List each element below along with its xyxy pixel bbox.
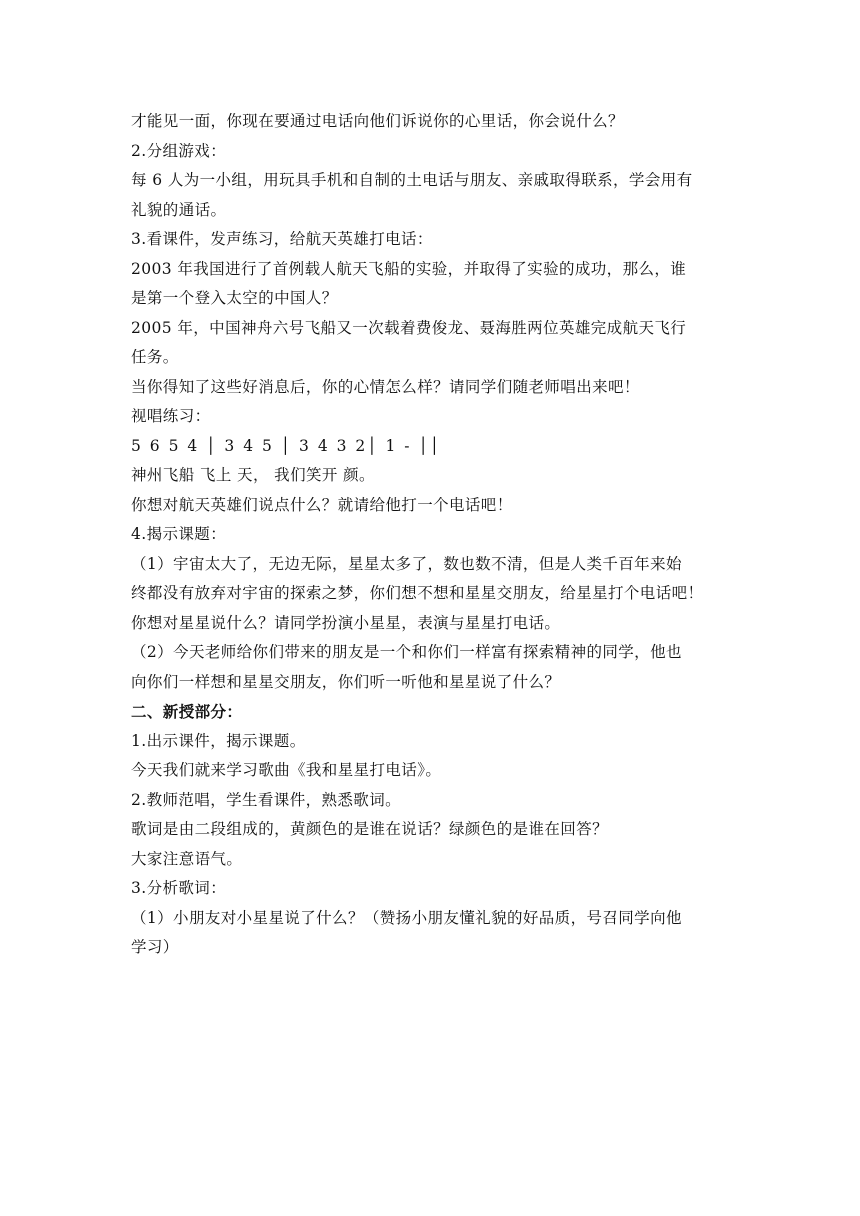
text-line: 向你们一样想和星星交朋友，你们听一听他和星星说了什么？ <box>131 672 561 691</box>
text-line: （1）小朋友对小星星说了什么？（赞扬小朋友懂礼貌的好品质，号召同学向他 <box>131 908 682 927</box>
text-line: 每 6 人为一小组，用玩具手机和自制的土电话与朋友、亲戚取得联系，学会用有 <box>131 171 693 189</box>
text-line: 大家注意语气。 <box>131 849 243 868</box>
text-line: （1）宇宙太大了，无边无际，星星太多了，数也数不清，但是人类千百年来始 <box>131 554 682 573</box>
section-heading: 二、新授部分： <box>131 702 243 721</box>
text-line: 学习） <box>131 938 179 956</box>
text-line: 5 6 5 4 │ 3 4 5 │ 3 4 3 2│ 1 - ││ <box>131 436 442 455</box>
text-line: 2005 年，中国神舟六号飞船又一次载着费俊龙、聂海胜两位英雄完成航天飞行 <box>131 318 687 337</box>
text-line: 2.分组游戏： <box>131 141 227 160</box>
text-line: 3.分析歌词： <box>131 879 227 897</box>
text-line: 你想对航天英雄们说点什么？就请给他打一个电话吧！ <box>131 495 513 514</box>
text-line: 当你得知了这些好消息后，你的心情怎么样？请同学们随老师唱出来吧！ <box>131 377 640 396</box>
document-body <box>131 107 731 963</box>
text-line: （2）今天老师给你们带来的朋友是一个和你们一样富有探索精神的同学，他也 <box>131 643 682 661</box>
text-line: 终都没有放弃对宇宙的探索之梦，你们想不想和星星交朋友，给星星打个电话吧！ <box>131 584 704 602</box>
text-line: 3.看课件，发声练习，给航天英雄打电话： <box>131 230 433 248</box>
text-line: 礼貌的通话。 <box>131 200 227 219</box>
text-line: 你想对星星说什么？请同学扮演小星星，表演与星星打电话。 <box>131 613 561 632</box>
text-line: 是第一个登入太空的中国人？ <box>131 289 338 307</box>
text-line: 今天我们就来学习歌曲《我和星星打电话》。 <box>131 761 442 779</box>
text-line: 神州飞船 飞上 天， 我们笑开 颜。 <box>131 466 375 484</box>
text-line: 才能见一面，你现在要通过电话向他们诉说你的心里话，你会说什么？ <box>131 112 624 130</box>
text-line: 任务。 <box>131 348 179 366</box>
text-line: 2003 年我国进行了首例载人航天飞船的实验，并取得了实验的成功，那么，谁 <box>131 259 687 278</box>
text-line: 4.揭示课题： <box>131 525 227 543</box>
text-line: 1.出示课件，揭示课题。 <box>131 731 306 750</box>
text-line: 歌词是由二段组成的，黄颜色的是谁在说话？绿颜色的是谁在回答？ <box>131 820 609 838</box>
text-line: 视唱练习： <box>131 407 211 425</box>
text-line: 2.教师范唱，学生看课件，熟悉歌词。 <box>131 790 401 809</box>
